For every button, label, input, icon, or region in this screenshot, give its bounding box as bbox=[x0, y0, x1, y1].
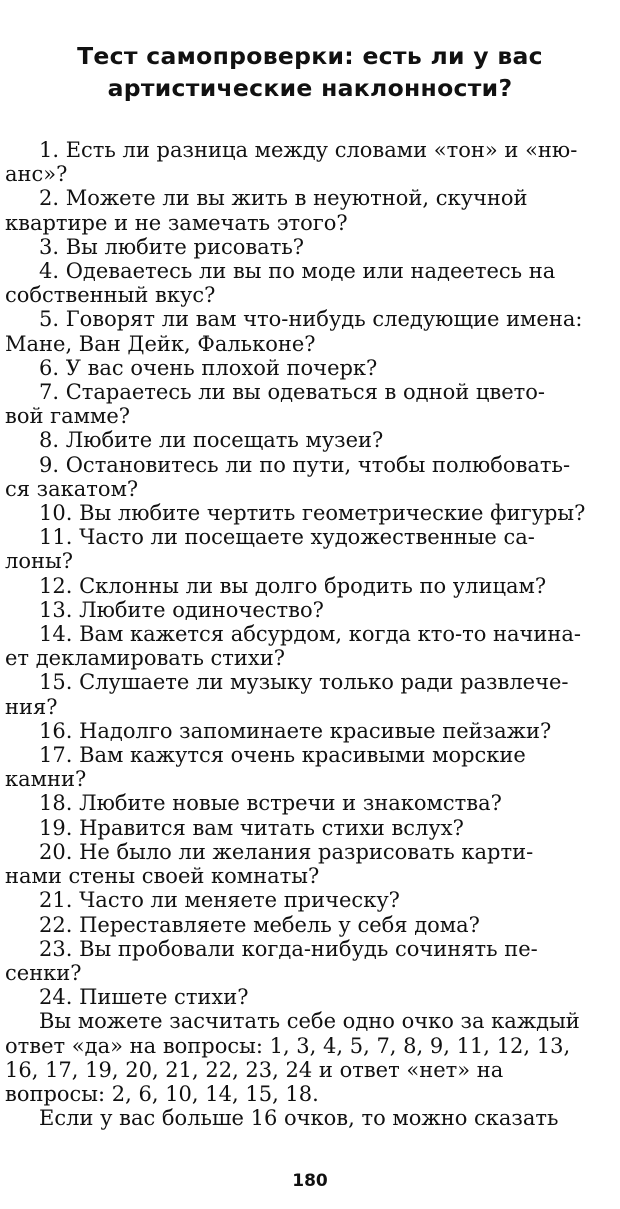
text-line: 21. Часто ли меняете прическу? bbox=[39, 888, 400, 913]
page-number: 180 bbox=[292, 1171, 328, 1191]
text-line: камни? bbox=[5, 767, 87, 792]
text-line: 24. Пишете стихи? bbox=[39, 985, 249, 1010]
text-line: 4. Одеваетесь ли вы по моде или надеетесь на bbox=[39, 259, 556, 284]
text-line: 8. Любите ли посещать музеи? bbox=[39, 428, 384, 453]
text-line: 1. Есть ли разница между словами «тон» и «ню- bbox=[39, 138, 578, 162]
page-title bbox=[0, 40, 620, 104]
text-line: 15. Слушаете ли музыку только ради развлече- bbox=[39, 670, 569, 695]
text-line: 9. Остановитесь ли по пути, чтобы полюбовать- bbox=[39, 452, 571, 477]
text-line: 13. Любите одиночество? bbox=[39, 597, 324, 622]
text-line: ния? bbox=[5, 694, 58, 719]
title-line-2: артистические наклонности? bbox=[107, 74, 513, 102]
text-line: квартире и не замечать этого? bbox=[5, 210, 348, 235]
text-line: лоны? bbox=[5, 549, 73, 574]
title-line-1: Тест самопроверки: есть ли у вас bbox=[77, 42, 543, 70]
text-line: 3. Вы любите рисовать? bbox=[39, 234, 305, 259]
text-line: 22. Переставляете мебель у себя дома? bbox=[39, 912, 480, 937]
text-line: вой гамме? bbox=[5, 404, 131, 429]
text-line: 6. У вас очень плохой почерк? bbox=[39, 355, 378, 380]
text-line: 14. Вам кажется абсурдом, когда кто-то начина- bbox=[39, 622, 582, 647]
text-line: 7. Стараетесь ли вы одеваться в одной цвето- bbox=[39, 380, 546, 405]
text-line: Вы можете засчитать себе одно очко за каждый bbox=[39, 1009, 580, 1034]
text-line: Если у вас больше 16 очков, то можно сказать bbox=[39, 1106, 559, 1131]
text-line: 11. Часто ли посещаете художественные са- bbox=[39, 525, 535, 550]
text-line: 16. Надолго запоминаете красивые пейзажи? bbox=[39, 718, 552, 743]
text-line: Мане, Ван Дейк, Фальконе? bbox=[5, 331, 316, 356]
text-line: 19. Нравится вам читать стихи вслух? bbox=[39, 815, 464, 840]
text-line: 16, 17, 19, 20, 21, 22, 23, 24 и ответ «нет» на bbox=[5, 1057, 504, 1082]
text-line: нами стены своей комнаты? bbox=[5, 864, 320, 889]
text-line: собственный вкус? bbox=[5, 283, 216, 308]
text-line: сенки? bbox=[5, 960, 82, 985]
text-line: 12. Склонны ли вы долго бродить по улицам? bbox=[39, 573, 547, 598]
text-line: 10. Вы любите чертить геометрические фигуры? bbox=[39, 501, 586, 526]
text-line: 2. Можете ли вы жить в неуютной, скучной bbox=[39, 186, 528, 211]
question-list bbox=[5, 138, 615, 1130]
text-line: ет декламировать стихи? bbox=[5, 646, 286, 671]
text-line: ся закатом? bbox=[5, 476, 139, 501]
text-line: 18. Любите новые встречи и знакомства? bbox=[39, 791, 502, 816]
text-line: 5. Говорят ли вам что-нибудь следующие имена: bbox=[39, 307, 583, 332]
text-line: 23. Вы пробовали когда-нибудь сочинять пе- bbox=[39, 936, 538, 961]
text-line: анс»? bbox=[5, 162, 68, 187]
text-line: ответ «да» на вопросы: 1, 3, 4, 5, 7, 8, 9, 11, 12, 13, bbox=[5, 1033, 571, 1058]
text-line: 17. Вам кажутся очень красивыми морские bbox=[39, 743, 526, 768]
text-line: 20. Не было ли желания разрисовать карти- bbox=[39, 839, 534, 864]
text-line: вопросы: 2, 6, 10, 14, 15, 18. bbox=[5, 1081, 319, 1106]
